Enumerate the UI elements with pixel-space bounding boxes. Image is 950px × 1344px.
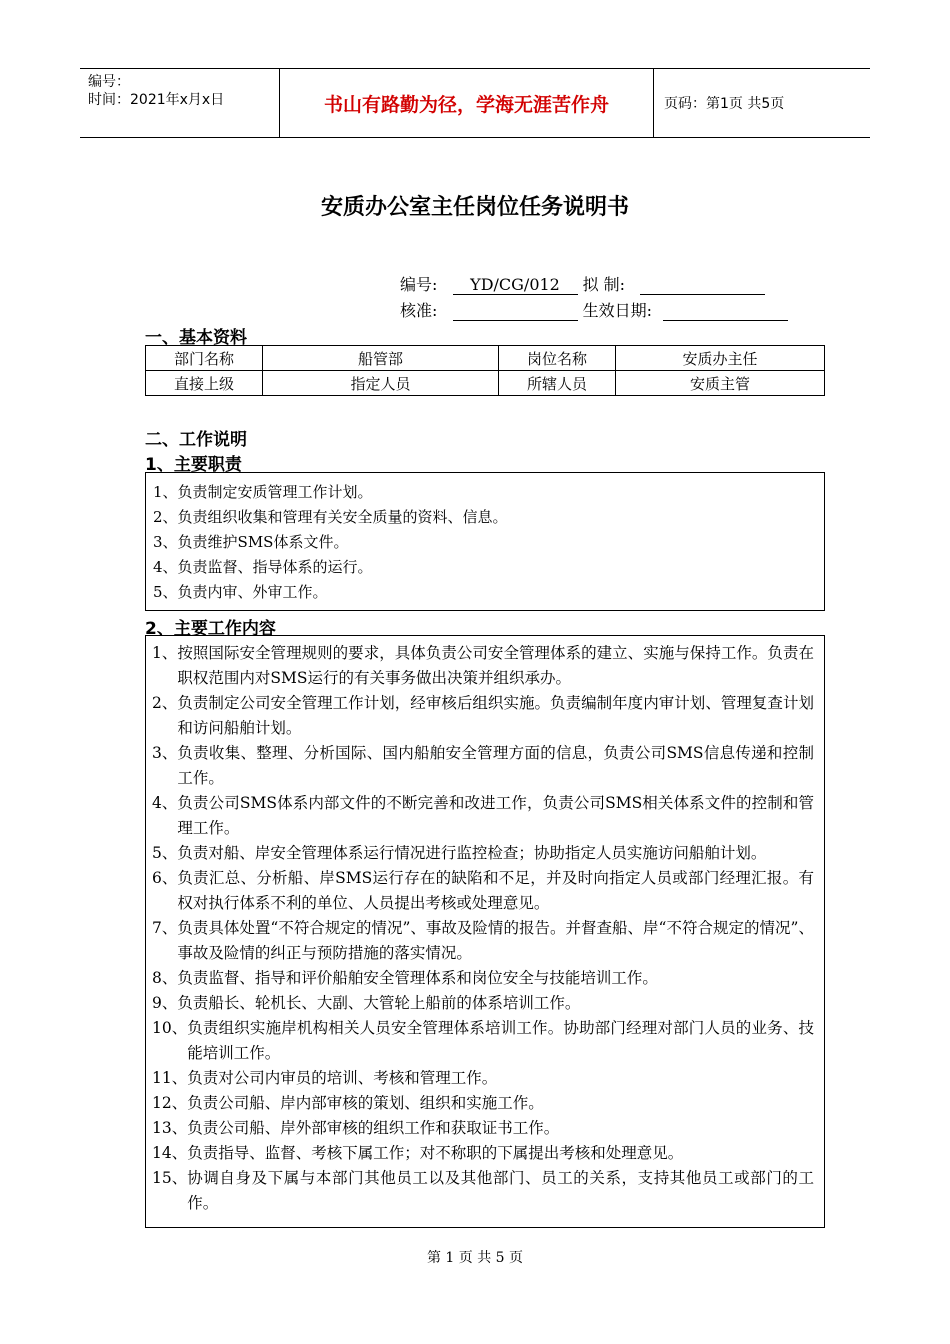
header-page-info: 页码：第1页 共5页 (664, 96, 785, 112)
header-time-label: 时间：2021年x月x日 (88, 92, 225, 108)
meta-line-code (400, 272, 765, 295)
section1-heading: 一、基本资料 (145, 328, 247, 348)
item-text: 负责对船、岸安全管理体系运行情况进行监控检查；协助指定人员实施访问船舶计划。 (177, 844, 767, 862)
table-cell: 船管部 (263, 346, 499, 371)
section2-heading: 二、工作说明 (145, 430, 247, 450)
page-title: 安质办公室主任岗位任务说明书 (320, 195, 629, 220)
list-item (152, 1116, 814, 1141)
table-row (146, 371, 825, 396)
basic-info-table (145, 345, 825, 396)
table-cell: 所辖人员 (499, 371, 616, 396)
item-text: 负责具体处置“不符合规定的情况”、事故及险情的报告。并督查船、岸“不符合规定的情况”、事故及险情的纠正与预防措施的落实情况。 (177, 919, 814, 962)
item-number: 13、 (152, 1119, 188, 1137)
list-item (152, 691, 814, 741)
table-cell: 部门名称 (146, 346, 263, 371)
item-text: 负责汇总、分析船、岸SMS运行存在的缺陷和不足，并及时向指定人员或部门经理汇报。有权对执行体系不利的单位、人员提出考核或处理意见。 (177, 869, 814, 912)
table-cell: 安质主管 (616, 371, 825, 396)
item-number: 14、 (152, 1144, 188, 1162)
effective-label: 生效日期: (582, 301, 652, 320)
header-left-cell (80, 69, 280, 137)
list-item: 3、负责维护SMS体系文件。 (153, 533, 349, 551)
header-number-label: 编号： (88, 74, 130, 90)
item-text: 负责对公司内审员的培训、考核和管理工作。 (187, 1069, 498, 1087)
draft-label: 拟 制: (582, 275, 626, 294)
item-number: 12、 (152, 1094, 188, 1112)
item-number: 15、 (152, 1169, 188, 1187)
effective-blank (663, 301, 788, 321)
list-item (152, 841, 814, 866)
meta-line-review (400, 298, 788, 321)
list-item (152, 1091, 814, 1116)
code-label: 编号: (400, 275, 438, 294)
item-text: 协调自身及下属与本部门其他员工以及其他部门、员工的关系，支持其他员工或部门的工作。 (187, 1169, 814, 1212)
item-text: 负责船长、轮机长、大副、大管轮上船前的体系培训工作。 (177, 994, 581, 1012)
content-heading: 2、主要工作内容 (145, 619, 276, 639)
item-number: 8、 (152, 969, 178, 987)
list-item (152, 866, 814, 916)
item-text: 按照国际安全管理规则的要求，具体负责公司安全管理体系的建立、实施与保持工作。负责在职权范围内对SMS运行的有关事务做出决策并组织承办。 (177, 644, 814, 687)
draft-blank (640, 275, 765, 295)
table-row (146, 346, 825, 371)
item-number: 6、 (152, 869, 178, 887)
document-header (80, 68, 870, 138)
item-number: 2、 (152, 694, 178, 712)
list-item (152, 1141, 814, 1166)
list-item (152, 1166, 814, 1216)
table-cell: 指定人员 (263, 371, 499, 396)
content-box (145, 635, 825, 1228)
list-item (152, 1016, 814, 1066)
review-blank (453, 301, 578, 321)
item-number: 11、 (152, 1069, 188, 1087)
review-label: 核准: (400, 301, 438, 320)
item-text: 负责收集、整理、分析国际、国内船舶安全管理方面的信息，负责公司SMS信息传递和控制工作。 (177, 744, 814, 787)
item-text: 负责公司SMS体系内部文件的不断完善和改进工作，负责公司SMS相关体系文件的控制和管理工作。 (177, 794, 814, 837)
item-number: 7、 (152, 919, 178, 937)
header-motto: 书山有路勤为径，学海无涯苦作舟 (280, 69, 654, 137)
item-text: 负责监督、指导和评价船舶安全管理体系和岗位安全与技能培训工作。 (177, 969, 658, 987)
list-item (152, 991, 814, 1016)
item-text: 负责组织实施岸机构相关人员安全管理体系培训工作。协助部门经理对部门人员的业务、技能培训工作。 (187, 1019, 814, 1062)
duties-heading: 1、主要职责 (145, 455, 242, 475)
list-item (152, 791, 814, 841)
item-number: 9、 (152, 994, 178, 1012)
list-item: 4、负责监督、指导体系的运行。 (153, 558, 373, 576)
item-number: 5、 (152, 844, 178, 862)
table-cell: 直接上级 (146, 371, 263, 396)
item-number: 1、 (152, 644, 178, 662)
item-number: 4、 (152, 794, 178, 812)
duties-box (145, 472, 825, 611)
list-item (152, 1066, 814, 1091)
list-item (152, 641, 814, 691)
item-number: 10、 (152, 1019, 188, 1037)
item-text: 负责制定公司安全管理工作计划，经审核后组织实施。负责编制年度内审计划、管理复查计划和访问船舶计划。 (177, 694, 814, 737)
table-cell: 岗位名称 (499, 346, 616, 371)
item-text: 负责指导、监督、考核下属工作；对不称职的下属提出考核和处理意见。 (187, 1144, 684, 1162)
list-item: 1、负责制定安质管理工作计划。 (153, 483, 373, 501)
list-item (152, 916, 814, 966)
item-text: 负责公司船、岸外部审核的组织工作和获取证书工作。 (187, 1119, 560, 1137)
table-cell: 安质办主任 (616, 346, 825, 371)
item-text: 负责公司船、岸内部审核的策划、组织和实施工作。 (187, 1094, 544, 1112)
list-item: 5、负责内审、外审工作。 (153, 583, 328, 601)
code-value: YD/CG/012 (453, 275, 578, 295)
page-footer: 第 1 页 共 5 页 (426, 1250, 524, 1266)
list-item: 2、负责组织收集和管理有关安全质量的资料、信息。 (153, 508, 508, 526)
item-number: 3、 (152, 744, 178, 762)
list-item (152, 966, 814, 991)
list-item (152, 741, 814, 791)
